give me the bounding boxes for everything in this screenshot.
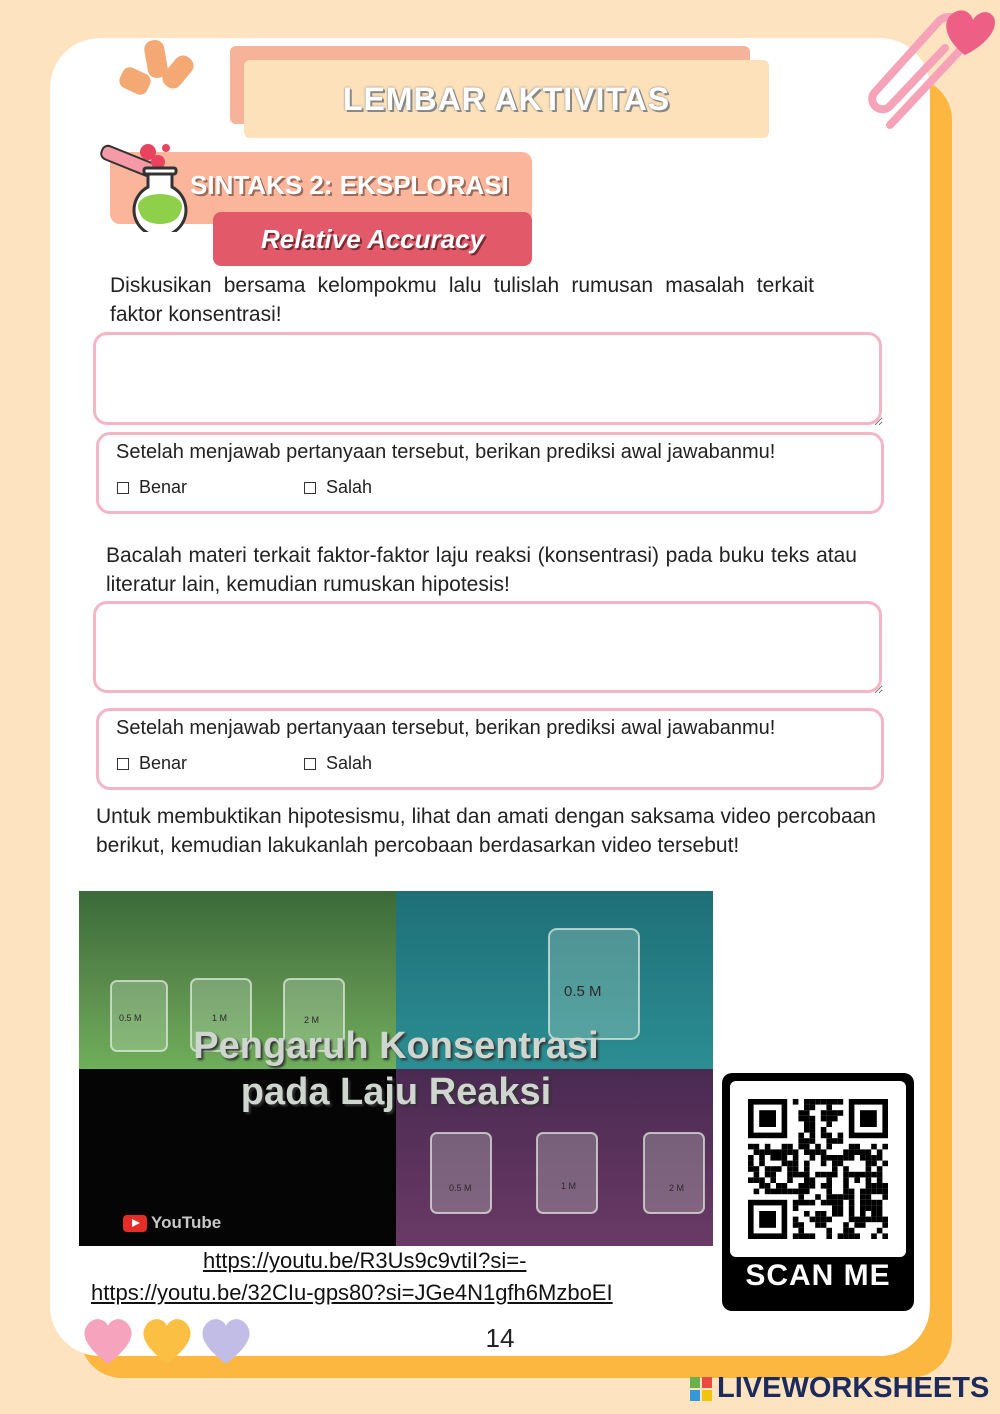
beaker-label: 2 M: [669, 1183, 685, 1193]
option-benar-1[interactable]: [117, 477, 187, 498]
question-1-text: Diskusikan bersama kelompokmu lalu tulislah rumusan masalah terkait faktor konsentrasi!: [110, 274, 814, 326]
checkbox-icon[interactable]: [304, 758, 316, 770]
section-title: SINTAKS 2: EKSPLORASI: [190, 170, 509, 200]
answer-box-1[interactable]: [93, 332, 882, 425]
option-benar-label: Benar: [139, 477, 188, 497]
beaker-label: 2 M: [304, 1015, 320, 1025]
checkbox-icon[interactable]: [117, 758, 129, 770]
question-2-text: Bacalah materi terkait faktor-faktor laju reaksi (konsentrasi) pada buku teks atau literatur lain, kemudian rumuskan hipotesis!: [106, 544, 857, 596]
paperclip-heart-icon: [860, 0, 1000, 140]
youtube-watermark: [123, 1213, 221, 1233]
beaker-label: 0.5 M: [449, 1183, 472, 1193]
answer-input-1[interactable]: [96, 335, 883, 426]
video-link-1[interactable]: https://youtu.be/R3Us9c9vtiI?si=-: [203, 1248, 527, 1273]
page-number: 14: [485, 1323, 515, 1353]
checkbox-icon[interactable]: [304, 482, 316, 494]
option-salah-label: Salah: [326, 477, 373, 497]
instruction-text: Untuk membuktikan hipotesismu, lihat dan amati dengan saksama video percobaan berikut, kemudian lakukanlah percobaan berdasarkan video tersebut!: [96, 805, 876, 857]
qr-code-icon: [730, 1081, 906, 1257]
scan-me-label: SCAN ME: [745, 1259, 891, 1292]
video-title-line1: Pengaruh Konsentrasi: [193, 1025, 599, 1067]
youtube-icon: [123, 1215, 147, 1232]
answer-input-2[interactable]: [96, 604, 883, 694]
brand-name: LIVEWORKSHEETS: [717, 1372, 990, 1404]
video-title-line2: pada Laju Reaksi: [240, 1071, 552, 1113]
beaker-label: 0.5 M: [564, 983, 602, 1000]
prediction-box-1: [96, 432, 884, 514]
option-salah-1[interactable]: [304, 477, 372, 498]
beaker-label: 0.5 M: [119, 1013, 142, 1023]
checkbox-icon[interactable]: [117, 482, 129, 494]
liveworksheets-logo: [690, 1372, 989, 1405]
answer-box-2[interactable]: [93, 601, 882, 693]
subsection-tab: [213, 212, 532, 266]
prediction-question-2: Setelah menjawab pertanyaan tersebut, berikan prediksi awal jawabanmu!: [116, 717, 776, 739]
option-benar-label: Benar: [139, 753, 188, 773]
subsection-title: Relative Accuracy: [260, 223, 485, 254]
prediction-box-2: [96, 708, 884, 790]
video-thumbnail[interactable]: [79, 891, 713, 1246]
qr-code-card[interactable]: [722, 1073, 914, 1311]
page-title: LEMBAR AKTIVITAS: [342, 80, 671, 117]
title-banner: [244, 60, 769, 138]
beaker-label: 1 M: [561, 1181, 577, 1191]
option-salah-2[interactable]: [304, 753, 372, 774]
video-link-2[interactable]: https://youtu.be/32CIu-gps80?si=JGe4N1gfh6MzboEI: [91, 1280, 613, 1305]
option-benar-2[interactable]: [117, 753, 187, 774]
option-salah-label: Salah: [326, 753, 373, 773]
liveworksheets-icon: [690, 1377, 712, 1401]
beakers-illustration: [79, 891, 713, 1246]
qr-code: [730, 1081, 906, 1257]
youtube-label: YouTube: [151, 1213, 222, 1232]
prediction-question-1: Setelah menjawab pertanyaan tersebut, berikan prediksi awal jawabanmu!: [116, 441, 776, 463]
burst-decoration-icon: [110, 38, 195, 106]
beaker-label: 1 M: [212, 1013, 228, 1023]
flask-icon: [96, 132, 196, 232]
